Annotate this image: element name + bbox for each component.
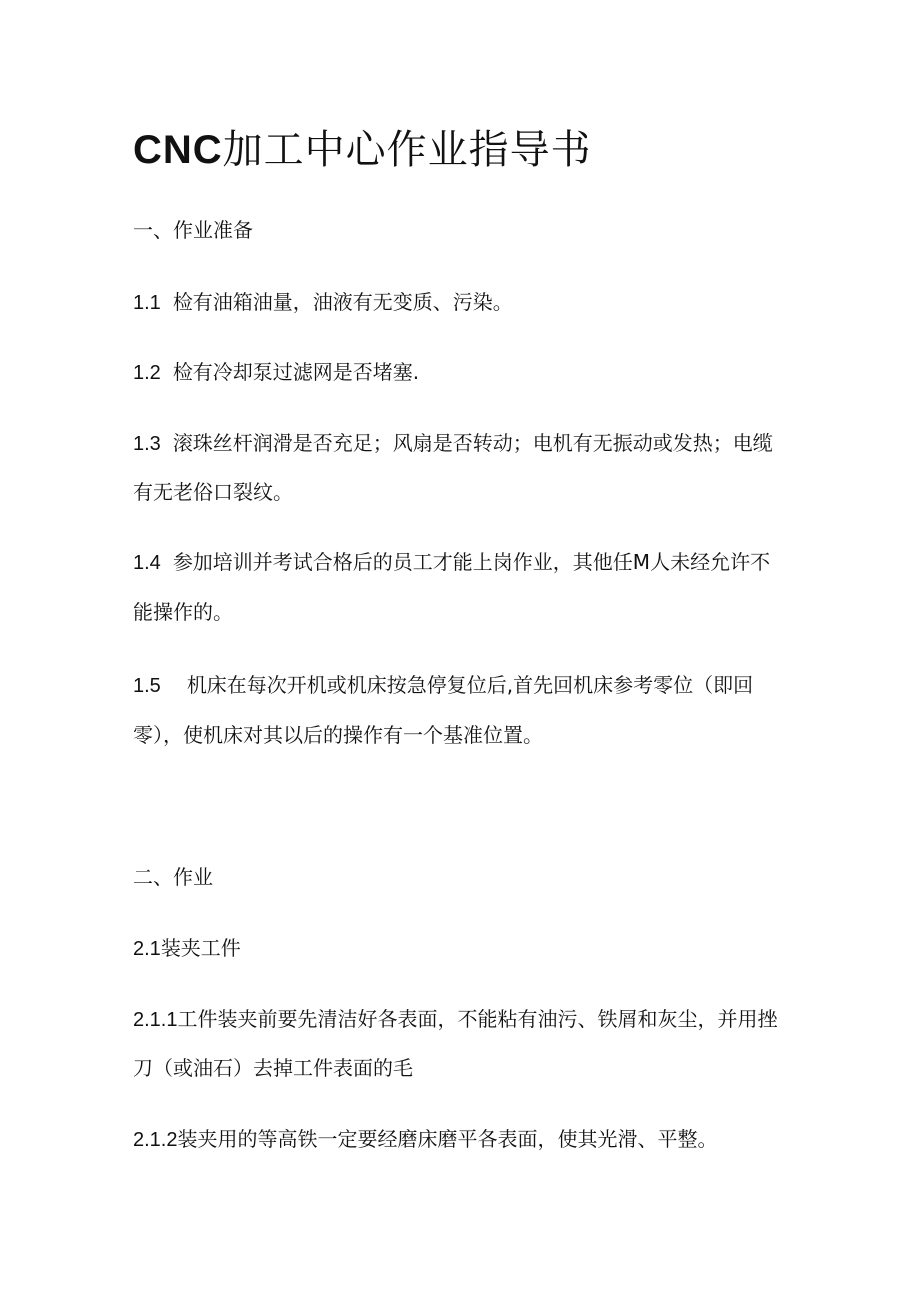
list-item	[133, 288, 513, 317]
item-continuation: 刀（或油石）去掉工件表面的毛	[133, 1056, 413, 1080]
item-text: 检有油箱油量，油液有无变质、污染。	[172, 290, 513, 314]
item-continuation: 能操作的。	[133, 600, 233, 624]
item-text: 滚珠丝杆润滑是否充足；风扇是否转动；电机有无振动或发热；电缆	[172, 431, 773, 455]
list-item	[133, 429, 773, 458]
list-item	[133, 1125, 717, 1154]
item-text: 机床在每次开机或机床按急停复位后,首先回机床参考零位（即回	[186, 673, 754, 697]
page-title	[133, 124, 592, 176]
item-text: 检有冷却泵过滤网是否堵塞.	[172, 360, 420, 384]
item-number: 1.2	[133, 362, 161, 384]
item-number: 2.1.2	[133, 1129, 178, 1151]
item-text: 装夹用的等高铁一定要经磨床磨平各表面，使其光滑、平整。	[177, 1127, 718, 1151]
item-continuation: 有无老俗口裂纹。	[133, 480, 293, 504]
title-cjk: 加工中心作业指导书	[222, 127, 592, 173]
item-number: 1.5	[133, 675, 161, 697]
item-number: 2.1.1	[133, 1009, 178, 1031]
sub-heading	[133, 934, 241, 963]
item-text: 参加培训并考试合格后的员工才能上岗作业，其他任M人未经允许不	[172, 550, 771, 574]
section-heading: 一、作业准备	[133, 218, 253, 242]
list-item	[133, 1005, 777, 1034]
item-number: 1.1	[133, 292, 161, 314]
item-continuation: 零），使机床对其以后的操作有一个基准位置。	[133, 723, 543, 747]
list-item	[133, 671, 753, 700]
sub-heading-number: 2.1	[133, 938, 161, 960]
list-item	[133, 358, 419, 387]
item-text: 工件装夹前要先清洁好各表面，不能粘有油污、铁屑和灰尘，并用挫	[177, 1007, 778, 1031]
item-number: 1.3	[133, 433, 161, 455]
item-number: 1.4	[133, 552, 161, 574]
title-latin: CNC	[133, 128, 223, 172]
sub-heading-text: 装夹工件	[160, 936, 241, 960]
section-heading: 二、作业	[133, 865, 213, 889]
list-item	[133, 548, 770, 577]
